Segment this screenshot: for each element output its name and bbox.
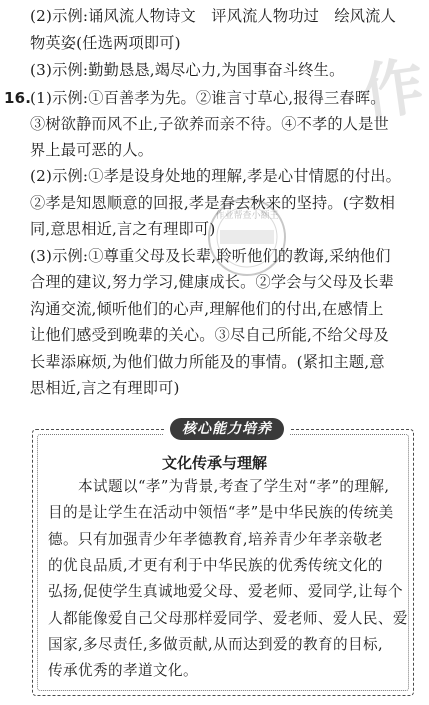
box-line-4: 的优良品质,才更有利于中华民族的优秀传统文化的 bbox=[48, 557, 383, 574]
q16-part3-line4: 让他们感受到晚辈的关心。③尽自己所能,不给父母及 bbox=[30, 326, 389, 344]
stamp-text: 作业帮查小额王 bbox=[215, 211, 279, 221]
q16-part2-line2: ②孝是知恩顺意的回报,孝是春去秋来的坚持。(字数相 bbox=[30, 194, 396, 212]
q16-part3-line1: (3)示例:①尊重父母及长辈,聆听他们的教诲,采纳他们 bbox=[30, 247, 391, 265]
box-line-1: 本试题以“孝”为背景,考查了学生对“孝”的理解, bbox=[48, 478, 390, 495]
box-line-2: 目的是让学生在活动中领悟“孝”是中华民族的传统美 bbox=[48, 504, 394, 521]
box-line-8: 传承优秀的孝道文化。 bbox=[48, 662, 198, 679]
core-ability-badge: 核心能力培养 bbox=[170, 418, 284, 440]
q16-part1-line2: ③树欲静而风不止,子欲养而亲不待。④不孝的人是世 bbox=[30, 115, 389, 133]
q15-part2-line1: (2)示例:诵风流人物诗文 评风流人物功过 绘风流人 bbox=[30, 7, 396, 25]
box-line-5: 弘扬,促使学生真诚地爱父母、爱老师、爱同学,让每个 bbox=[48, 583, 403, 600]
box-line-7: 国家,多尽责任,多做贡献,从而达到爱的教育的目标, bbox=[48, 636, 384, 653]
q16-part1-line1: (1)示例:①百善孝为先。②谁言寸草心,报得三春晖。 bbox=[30, 89, 386, 107]
question-number-16: 16. bbox=[4, 89, 32, 107]
box-line-3: 德。只有加强青少年孝德教育,培养青少年孝亲敬老 bbox=[48, 531, 383, 548]
q16-part3-line3: 沟通交流,倾听他们的心声,理解他们的付出,在感情上 bbox=[30, 300, 384, 318]
watermark-glyph: 作 bbox=[356, 48, 429, 130]
q16-part2-line3: 同,意思相近,言之有理即可) bbox=[30, 220, 216, 238]
q15-part3-line1: (3)示例:勤勤恳恳,竭尽心力,为国事奋斗终生。 bbox=[30, 61, 345, 79]
q16-part1-line3: 界上最可恶的人。 bbox=[30, 141, 154, 159]
q16-part3-line5: 长辈添麻烦,为他们做力所能及的事情。(紧扣主题,意 bbox=[30, 353, 385, 371]
q16-part2-line1: (2)示例:①孝是设身处地的理解,孝是心甘情愿的付出。 bbox=[30, 167, 401, 185]
box-line-6: 人都能像爱自己父母那样爱同学、爱老师、爱人民、爱 bbox=[48, 610, 408, 627]
q16-part3-line2: 合理的建议,努力学习,健康成长。②学会与父母及长辈 bbox=[30, 273, 394, 291]
box-title: 文化传承与理解 bbox=[161, 454, 267, 472]
q15-part2-line2: 物英姿(任选两项即可) bbox=[30, 34, 181, 52]
q16-part3-line6: 思相近,言之有理即可) bbox=[30, 379, 180, 397]
